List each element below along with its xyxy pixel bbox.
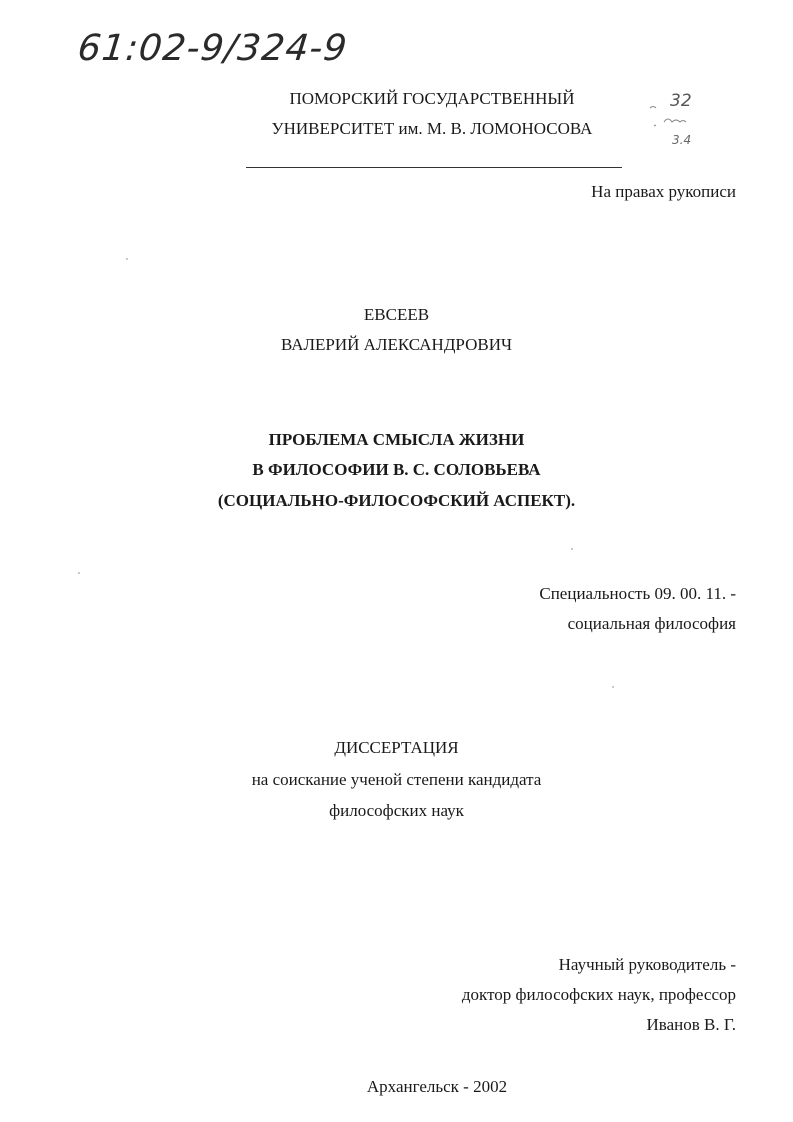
margin-note-number: 3.4 xyxy=(672,133,692,147)
handwritten-archive-code: 61:02-9/324-9 xyxy=(75,28,350,69)
scan-speck xyxy=(571,548,573,550)
scan-speck xyxy=(612,686,614,688)
margin-note-number: 32 xyxy=(670,91,692,111)
title-line-2: В ФИЛОСОФИИ В. С. СОЛОВЬЕВА xyxy=(252,460,541,479)
degree-line-1: на соискание ученой степени кандидата xyxy=(251,770,542,789)
supervisor-name: Иванов В. Г. xyxy=(646,1015,736,1034)
university-name-line-2: УНИВЕРСИТЕТ им. М. В. ЛОМОНОСОВА xyxy=(271,119,593,138)
supervisor-label: Научный руководитель - xyxy=(558,955,736,974)
specialty-line-1: Специальность 09. 00. 11. - xyxy=(539,584,736,603)
manuscript-rights-note: На правах рукописи xyxy=(591,182,736,201)
supervisor-degree: доктор философских наук, профессор xyxy=(461,985,736,1004)
dissertation-heading: ДИССЕРТАЦИЯ xyxy=(334,738,459,757)
scan-speck xyxy=(78,572,80,574)
header-rule xyxy=(246,167,622,168)
specialty-line-2: социальная философия xyxy=(567,614,736,633)
author-given-names: ВАЛЕРИЙ АЛЕКСАНДРОВИЧ xyxy=(280,335,513,354)
place-and-year: Архангельск - 2002 xyxy=(366,1077,508,1096)
author-surname: ЕВСЕЕВ xyxy=(363,305,430,324)
scan-speck xyxy=(126,258,128,260)
title-line-3: (СОЦИАЛЬНО-ФИЛОСОФСКИЙ АСПЕКТ). xyxy=(217,491,576,510)
university-name-line-1: ПОМОРСКИЙ ГОСУДАРСТВЕННЫЙ xyxy=(289,89,575,108)
title-line-1: ПРОБЛЕМА СМЫСЛА ЖИЗНИ xyxy=(268,430,525,449)
degree-line-2: философских наук xyxy=(329,801,464,820)
